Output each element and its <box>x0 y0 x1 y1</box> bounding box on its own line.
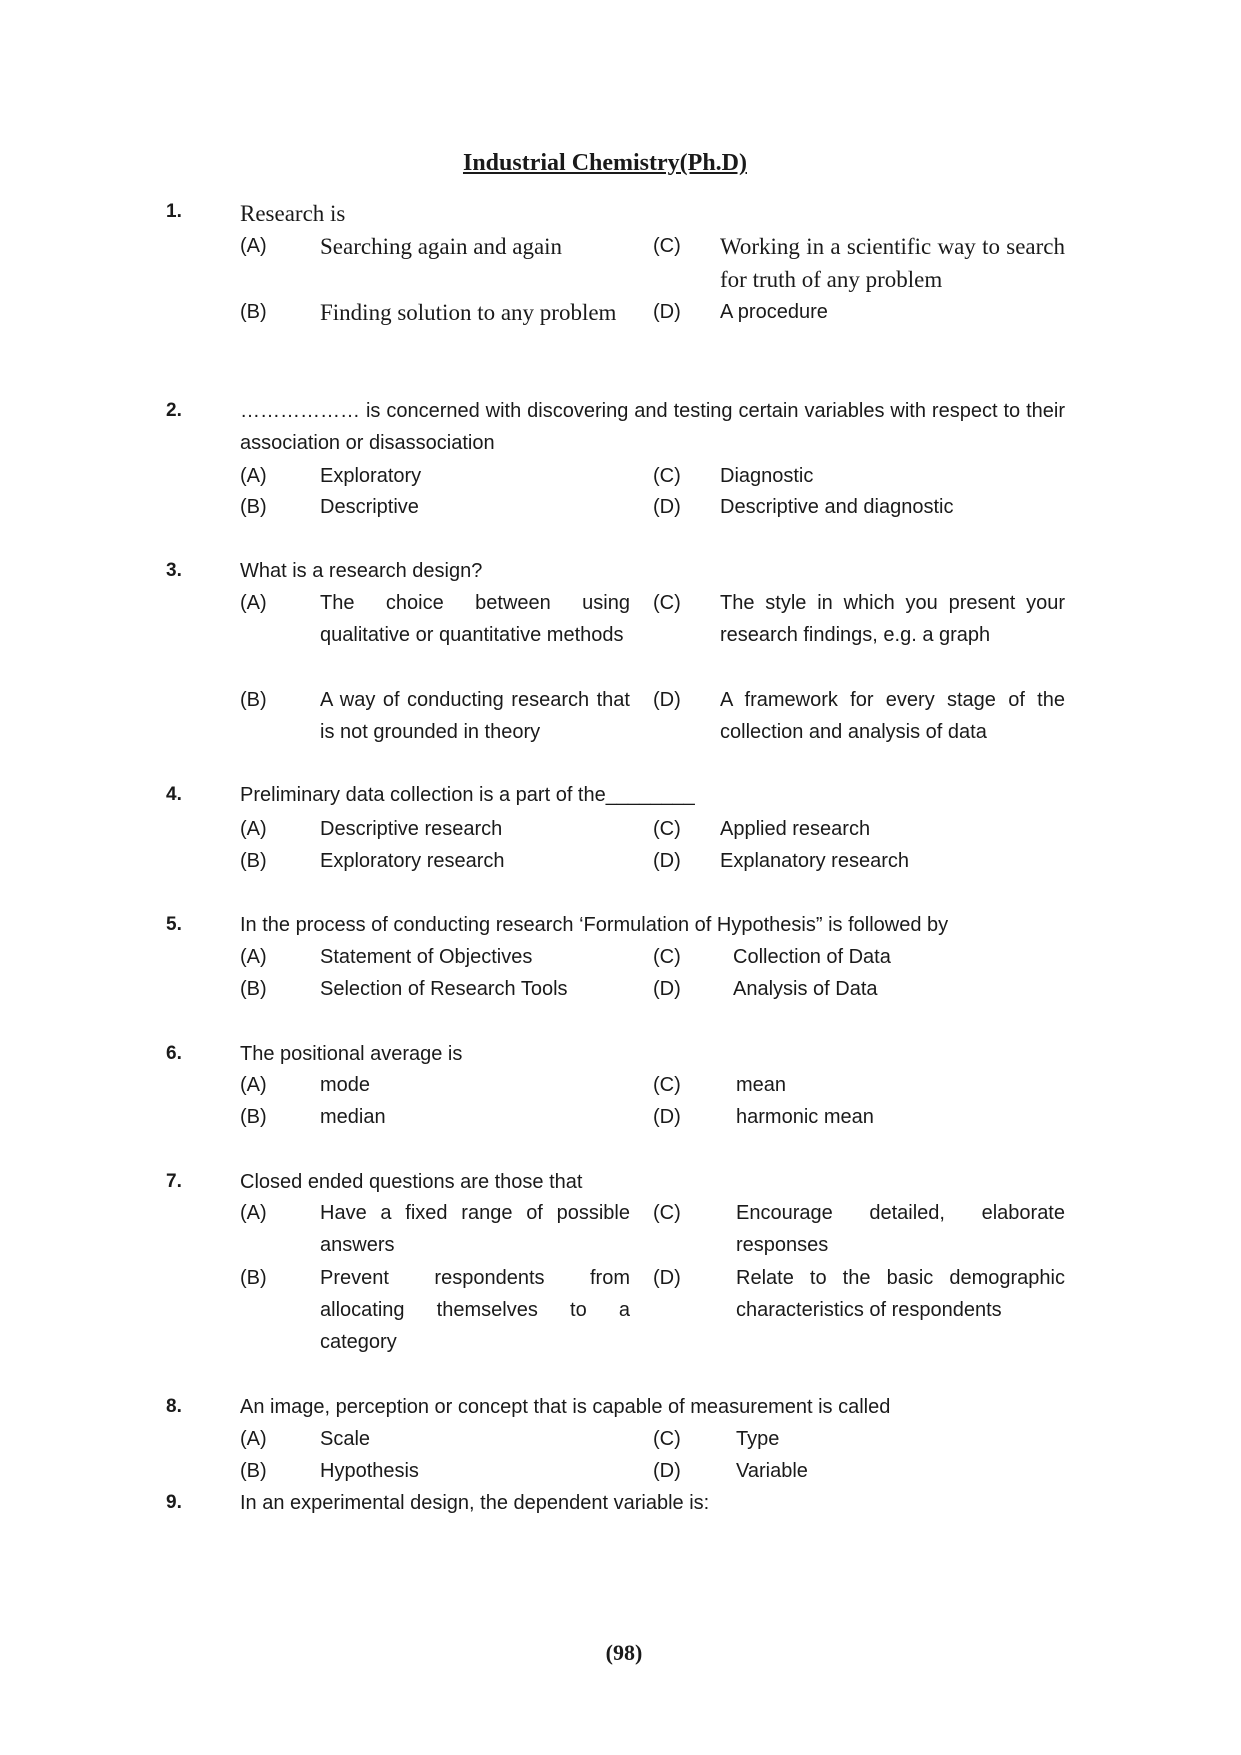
option-text: median <box>320 1106 386 1128</box>
option-letter: (C) <box>653 235 681 257</box>
option-text: Explanatory research <box>720 850 909 872</box>
question-stem: In an experimental design, the dependent variable is: <box>240 1492 710 1514</box>
option-letter: (C) <box>653 1428 681 1450</box>
page-title: Industrial Chemistry(Ph.D) <box>462 150 747 176</box>
option-text: Diagnostic <box>720 465 814 487</box>
option-letter: (A) <box>240 946 267 968</box>
option-letter: (A) <box>240 592 267 614</box>
option-letter: (C) <box>653 1074 681 1096</box>
option-text: Collection of Data <box>733 946 891 968</box>
option-text: Type <box>736 1428 780 1450</box>
option-letter: (D) <box>653 689 681 711</box>
option-letter: (A) <box>240 465 267 487</box>
option-text: Working in a scientific way to search for truth of any problem <box>720 234 1065 292</box>
option-text: Statement of Objectives <box>320 946 533 968</box>
option-text: Relate to the basic demographic characteristics of respondents <box>736 1267 1065 1321</box>
option-letter: (C) <box>653 465 681 487</box>
question-stem: An image, perception or concept that is capable of measurement is called <box>240 1396 891 1418</box>
option-letter: (A) <box>240 235 267 257</box>
option-letter: (C) <box>653 592 681 614</box>
page-number: (98) <box>605 1640 643 1665</box>
option-text: Descriptive and diagnostic <box>720 496 954 518</box>
option-text: The choice between using qualitative or quantitative methods <box>320 592 630 646</box>
question-stem: What is a research design? <box>240 560 483 582</box>
question-number: 2. <box>166 400 182 421</box>
question-number: 5. <box>166 914 182 935</box>
option-letter: (D) <box>653 850 681 872</box>
option-text: A way of conducting research that is not grounded in theory <box>320 689 630 743</box>
question-number: 6. <box>166 1043 182 1064</box>
option-text: Applied research <box>720 818 871 840</box>
question-number: 9. <box>166 1492 182 1513</box>
option-letter: (B) <box>240 1460 267 1482</box>
question-stem: Research is <box>240 201 346 226</box>
option-letter: (D) <box>653 1460 681 1482</box>
question-stem: The positional average is <box>240 1043 463 1065</box>
option-letter: (A) <box>240 1074 267 1096</box>
option-text: Searching again and again <box>320 234 563 259</box>
option-text: Prevent respondents from allocating themselves to a category <box>320 1267 630 1353</box>
question-stem: In the process of conducting research ‘Formulation of Hypothesis” is followed by <box>240 914 949 936</box>
option-text: Descriptive research <box>320 818 503 840</box>
option-letter: (C) <box>653 818 681 840</box>
option-text: harmonic mean <box>736 1106 874 1128</box>
option-text: Analysis of Data <box>733 978 878 1000</box>
option-text: Encourage detailed, elaborate responses <box>736 1202 1065 1256</box>
option-letter: (B) <box>240 1267 267 1289</box>
option-text: A framework for every stage of the collection and analysis of data <box>720 689 1065 743</box>
option-text: Descriptive <box>320 496 419 518</box>
option-letter: (A) <box>240 1202 267 1224</box>
option-text: Variable <box>736 1460 808 1482</box>
question-number: 3. <box>166 560 182 581</box>
option-letter: (B) <box>240 301 267 323</box>
option-letter: (D) <box>653 978 681 1000</box>
question-number: 4. <box>166 784 182 805</box>
question-stem: ……………… is concerned with discovering and testing certain variables with respect to their association or disassociation <box>240 400 1065 454</box>
option-letter: (C) <box>653 1202 681 1224</box>
option-text: Finding solution to any problem <box>320 300 617 325</box>
option-text: Scale <box>320 1428 371 1450</box>
option-letter: (D) <box>653 1267 681 1289</box>
option-letter: (B) <box>240 978 267 1000</box>
question-stem: Closed ended questions are those that <box>240 1171 583 1193</box>
question-stem: Preliminary data collection is a part of the________ <box>240 784 695 806</box>
option-letter: (B) <box>240 1106 267 1128</box>
option-text: The style in which you present your research findings, e.g. a graph <box>720 592 1065 646</box>
option-letter: (D) <box>653 1106 681 1128</box>
option-text: Exploratory research <box>320 850 505 872</box>
option-text: mode <box>320 1074 371 1096</box>
option-letter: (A) <box>240 1428 267 1450</box>
option-text: Have a fixed range of possible answers <box>320 1202 630 1256</box>
option-letter: (D) <box>653 496 681 518</box>
option-text: Selection of Research Tools <box>320 978 568 1000</box>
question-number: 1. <box>166 201 182 222</box>
option-letter: (D) <box>653 301 681 323</box>
option-text: Exploratory <box>320 465 422 487</box>
option-letter: (C) <box>653 946 681 968</box>
question-number: 8. <box>166 1396 182 1417</box>
option-text: Hypothesis <box>320 1460 419 1482</box>
question-number: 7. <box>166 1171 182 1192</box>
option-letter: (B) <box>240 689 267 711</box>
option-letter: (B) <box>240 850 267 872</box>
option-letter: (A) <box>240 818 267 840</box>
option-letter: (B) <box>240 496 267 518</box>
option-text: A procedure <box>720 301 828 323</box>
option-text: mean <box>736 1074 787 1096</box>
